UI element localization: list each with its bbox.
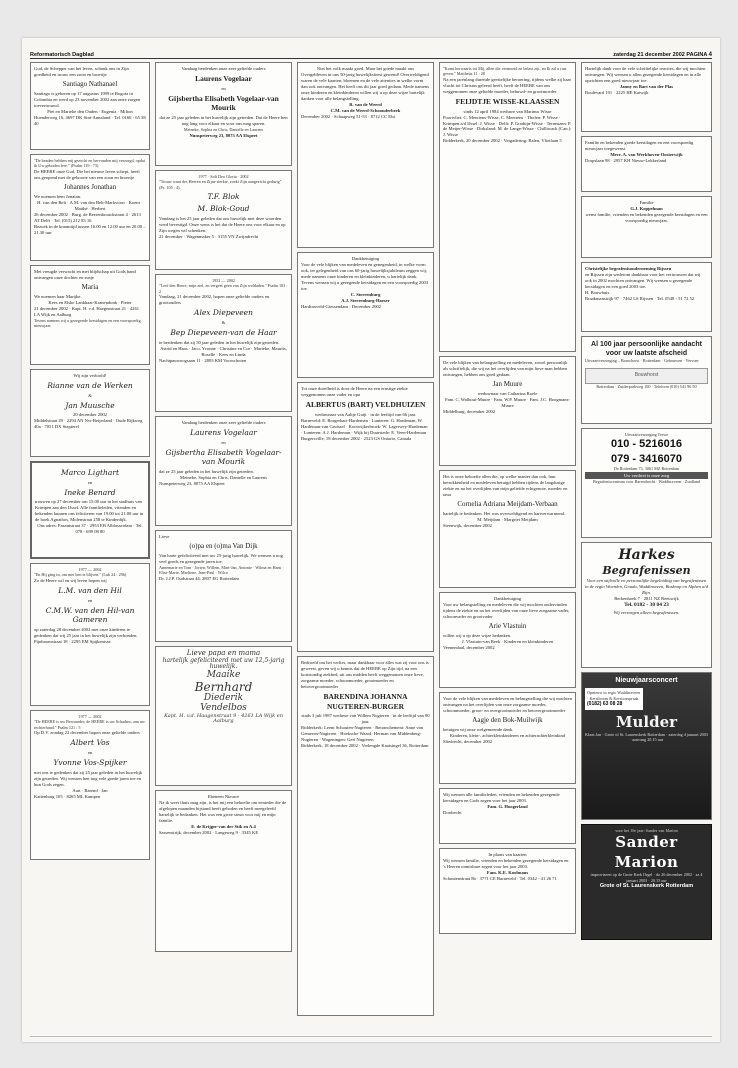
column-1 <box>30 62 150 1036</box>
ad-parents: Meineke, Sophia en Chris, Danielle en Laurens <box>183 127 264 133</box>
ad-parents: Kinderen, klein-, achterkleinkinderen en achterachterkleinkind <box>449 732 566 738</box>
ad-name: Mulder <box>615 712 678 731</box>
ad-intro: Tot onze droefheid is door de Heere na een ernstige ziekte weggenomen onze vader en opa <box>301 386 408 397</box>
greeting-ad-koolmans <box>439 848 576 934</box>
ad-title: Dankbetuiging <box>351 256 380 261</box>
ad-intro: Lieve <box>159 534 170 539</box>
ad-details: improviseert op de Grote Kerk Orgel · do 26 december 2002 · za 4 januari 2003 · 20.15 uur <box>590 872 703 883</box>
ad-name: Johannes Jonathan <box>63 182 117 191</box>
page-footer-rule <box>30 1036 712 1040</box>
hw-name-1: Maaike <box>206 669 241 680</box>
ad-name2: Jan Muusche <box>65 400 115 410</box>
ad-name2: Bep Diepeveen-van de Haar <box>170 328 277 338</box>
ad-intro: Niet het volk maakt goed, Maar het goede maakt ons <box>316 66 415 71</box>
anniversary-ad-diepeveen <box>155 274 292 412</box>
ad-name: Arie Vlastuin <box>488 621 527 630</box>
ad-name2: M. Blok-Goud <box>197 204 250 214</box>
ad-details: weduwnaar van Catharina Roele <box>477 391 538 396</box>
ad-title: In plaats van kaarten <box>488 852 527 857</box>
ad-intro: Wij zijn verloofd! <box>73 373 107 378</box>
ad-title: voor het 10e jaar: Sander van Marion <box>615 828 678 833</box>
ad-name: C. Sterrenburg <box>350 291 381 297</box>
thanks-ad-vlastuin <box>439 592 576 688</box>
ad-name: Laurens Vogelaar <box>190 427 257 437</box>
ad-address: Sassenstrijk, december 2002 · Langeweg 9 · 3345 KE <box>159 829 259 835</box>
ad-details: Wij wensen familie, vrienden en bekenden gezegende kerstdagen en 's Heeren onmisbare zegen voor het jaar 2003. <box>443 857 569 869</box>
ad-name: Maria <box>81 282 99 291</box>
ad-extra: Tevens namens wij u gezegende kerstdagen en een voorspoedig nieuwjaar. <box>34 317 141 329</box>
ad-parents: Piet en Marieke den Ouden · Eugenia · Milton <box>47 108 133 114</box>
ad-intro: De HEERE onze God, Die het nieuwe leven schept, heeft ons geopend met de geboorte van een zoon en broertje <box>34 168 140 180</box>
business-ad-bouwhorst <box>581 336 712 424</box>
ad-address: Dr. J.J.P. Oudstraat 44, 2807 EG Rotterdam <box>159 575 240 581</box>
ad-name: Sander <box>615 833 678 852</box>
column-2 <box>155 62 292 1036</box>
ad-intro: Vandaag herdenken onze zeer geliefde ouders <box>181 66 266 71</box>
page-number: 4 <box>708 52 712 58</box>
greeting-ad-vanderplas <box>581 62 712 132</box>
ad-slogan: Uw verdriet is onze zorg <box>585 472 708 480</box>
ad-address: Kattenburg 105 · 8265 ML Kampen <box>34 793 101 799</box>
concert-ad-mulder <box>581 672 712 820</box>
ad-address: Braakmanstrijk 97 · 7462 LS Rijssen · Tel. 0548 - 51 72 52 <box>585 295 695 301</box>
column-3 <box>297 62 434 1036</box>
paper-name: Reformatorisch Dagblad <box>30 52 94 58</box>
obituary-wisse <box>439 62 576 352</box>
ad-name: FEIJDTJE WISSE-KLAASSEN <box>455 96 560 106</box>
ad-parents: J. Vlastuin-van Beek · Kinderen en kleinkinderen <box>461 638 554 644</box>
ad-parents: M. Meijdam · Margriet Meijdam <box>477 516 538 522</box>
ad-title: Dankbetuiging <box>493 596 522 601</box>
hw-name-3: Diederik <box>203 692 244 703</box>
anniversary-ad-vogelaar-2 <box>155 416 292 526</box>
ad-verse: "Leef den Heere, mijn ziel, en vergeet geen van Zijn weldaden." Psalm 103 : 2 <box>159 283 288 294</box>
ad-parents: Astrid en Hans · Jaco, Yvonne · Christine en Cor · Marieke, Maurits, Roselle · Kees en Linda <box>160 345 287 357</box>
ad-details: en Rijssen zijn wederom dankbaar voor het vertrouwen dat wij ook in 2002 mochten ontvangen. Wij wensen u gezegende kerstdagen en een goed 2003 toe. <box>585 271 701 289</box>
ad-name: Albert Vos <box>70 738 110 748</box>
ad-details: wenst familie, vrienden en bekenden gezegende kerstdagen en een voorspoedig nieuwjaar. <box>585 211 708 223</box>
ad-amp: & <box>88 392 92 398</box>
ad-address: Dordrecht <box>443 809 462 815</box>
ad-address: Middelstraat 29 · 2294 AN Nw-Beijerland · Oude Rijkweg 40a · 7051 DX Stapterel <box>34 418 143 430</box>
ad-intro: Ebeneen Nieuwe <box>207 794 240 799</box>
ad-title: Uitvaartverzorging Terwe <box>624 432 669 437</box>
handwritten-ad <box>155 646 292 786</box>
greeting-ad-koppelman <box>581 196 712 258</box>
ad-amp: en <box>87 479 93 485</box>
anniversary-ad-vos <box>30 710 150 860</box>
anniversary-ad-vandenhil <box>30 563 150 706</box>
ad-extra: betuigen wij onze welgemeende dank. <box>443 727 514 732</box>
ad-name: Alex Diepeveen <box>194 308 253 318</box>
hw-name-2: Bernhard <box>194 679 253 694</box>
ad-title: Al 100 jaar persoonlijke aandacht voor uw laatste afscheid <box>591 341 702 358</box>
ad-verse: "Komt herwaarts tot Mij, allen die vermoeid en belast zijt, en Ik zal u rust geven." Mattheüs 11 : 28 <box>443 66 567 77</box>
ad-details: Opnieuw in regio Waddinxveen · Kerstboom & Kersttoespraak <box>587 690 641 701</box>
ad-address: Pijnboomstraat 18 · 2295 EM Spijkenisse <box>34 639 111 645</box>
ad-intro: Vandaag herdenken onze zeer geliefde ouders <box>181 420 266 425</box>
thanks-ad-denbok <box>439 692 576 784</box>
newspaper-page <box>22 38 720 1042</box>
ad-details: Voor de vele blijken van medeleven en genegenheid, in welke vorm ook, ter gelegenheid van ons 60-jarig huwelijksjubileum zeggen wij, mede namens onze kinderen en kleinkinderen, u hartelijk dank. Tevens wensen wij u gezegende kerstdagen en een voorspoedig 2003 toe. <box>301 261 429 291</box>
ad-name: (o)pa en (o)ma Van Dijk <box>189 541 258 550</box>
ad-extra: sinds 12 april 1984 weduwe van Marinus Wisse <box>463 108 552 114</box>
column-5 <box>581 62 712 1036</box>
ad-name: G.J. Koppelman <box>630 205 663 211</box>
ad-name: Cornelia Adriana Meijdam-Verbaan <box>457 499 558 508</box>
ad-details: Overgebleven in ons 50-jarig huwelijksfeest gewend! Overweldigend waren de vele kaarten, bloemen en de vele attenties in welke vorm dan ook ontvangen. Het heeft ons dit jaar goed gedaan. Mede namens onze kinderen en kleinkinderen willen wij u op deze wijze hartelijk danken voor alle belangstelling. <box>301 71 429 101</box>
ad-address: Begrafeniscentrum voor Barendrecht · Waddinxveen · Zuidland <box>592 479 701 485</box>
ad-verse: "De beaden hebben mij gezocht en hervonden mij verzorgd, opdat ik Uw geboden lere." (Psalm 119 : 73) <box>34 158 145 169</box>
ad-intro: Familie <box>639 200 654 205</box>
ad-details: trouwen op 27 december om 15.00 uur in het stadhuis van Krimpen aan den IJssel. Alle familieleden, vrienden en bekenden kunnen ons feliciteren van 19.00 tot 21.00 uur in de hoek Agnathos, Molenstraat 258 te Kinderdijk. <box>35 499 144 523</box>
ad-parents: Kees en Elske Lankhaar-Kranendonk · Pieter <box>48 300 132 305</box>
ad-address: Dorpslaan 98 · 2957 KH Nieuw-Lekkerland <box>585 157 667 163</box>
ad-address: 21 december · Wagenmaker 5 · 3155 VN Zwijndrecht <box>159 233 259 239</box>
ad-details: Uitvaartverzorging – Bouwhorst · Rotterdam · Gebouwen · Vervoer <box>585 358 699 364</box>
phone-number: (0182) 63 08 28 <box>587 701 623 707</box>
ad-amp: en <box>221 439 226 445</box>
ad-title: Nieuwjaarsconcert <box>615 677 678 684</box>
ad-intro: Op D.V. zondag 22 december hopen onze geliefde ouders <box>34 730 140 736</box>
greeting-ad-vanwerkhoven <box>581 136 712 192</box>
ad-address: Schoutenstraat 8b · 3771 CE Barneveld · Tel. 0342 - 41 26 71 <box>443 875 557 881</box>
ad-intro: Voor de vele blijken van medeleven en belangstelling die wij mochten ontvangen na het overlijden van onze zorgzame moeder, schoonmoeder, groot- en overgrootmoeder en betovergrootmoeder <box>443 696 573 713</box>
ad-details: hartelijk te bedanken. Het was overweldigend en hartverwarmend. <box>443 510 566 516</box>
ad-verse: "De HEERE is uw Bewaarder, de HEERE is uw Schaduw, aan uw rechterhand." Psalm 121 : 5 <box>34 719 145 730</box>
ad-name: ALBERTUS (BART) VELDHUIZEN <box>305 399 426 409</box>
ad-name2: C.M. van de Weerd-Schoonderbeek <box>330 107 401 113</box>
ad-address: December 2002 · Schaapweg 51-53 · 8712 CC Elst <box>301 113 396 119</box>
ad-address: Veenendaal, december 2002 <box>443 644 495 650</box>
obituary-nugteren <box>297 656 434 1016</box>
ad-details: Na een jarenlang durende geestelijke beroering, tijdens welke zij haar vlucht tot Christus geleerd heeft, heeft de HEERE van ons weggenomen onze geliefde moeder, behuwd- en grootmoeder <box>443 76 572 94</box>
ad-details: 20 december 2002 <box>73 412 107 418</box>
ad-amp: & <box>221 320 226 326</box>
ad-name: Aagje den Bok-Muilwijk <box>472 715 543 724</box>
birth-ad-santiago <box>30 62 150 150</box>
ad-address: Boulevard 101 · 2225 HE Katwijk <box>585 89 649 95</box>
ad-details: De Rotterdam 73, 3061 MZ Rotterdam <box>613 466 680 472</box>
ad-name: Janny en Bart van der Plas <box>619 83 674 89</box>
ad-details: met ons te gedenken dat zij 25 jaar geleden in het huwelijk zijn getreden. Wij wensen hen nog vele goede jaren toe en hun Gods zegen. <box>34 769 143 787</box>
ad-name2: Gijsbertha Elisabeth Vogelaar-van Mourik <box>165 447 282 467</box>
greeting-ad-hoogerland <box>439 788 576 844</box>
ad-details: Familie en bekenden goede kerstdagen en een voorspoedig nieuwjaar toegewenst. <box>585 140 694 151</box>
thanks-ad-muure <box>439 356 576 466</box>
engagement-ad <box>30 369 150 457</box>
ad-details: te herdenken dat zij 50 jaar geleden in het huwelijk zijn getreden. <box>159 339 280 345</box>
anniversary-ad-vogelaar <box>155 62 292 166</box>
ad-name: Fam. G. Hoogerland <box>487 803 528 809</box>
ad-amp: en <box>87 597 93 603</box>
ad-title: Christelijke begrafenisonderneming Rijssen <box>585 266 672 271</box>
ad-parents: H. van den Belt · A.M. van den Belt-Markvoort · Koenr · Matthé · Herbert <box>37 199 143 211</box>
thanks-ad-meijdam <box>439 470 576 588</box>
ad-name: Jan Muure <box>492 379 523 388</box>
ad-name2: A.J. Sterrenburg-Haeser <box>341 297 390 303</box>
ad-details: Voor uw belangstelling en medeleven die wij mochten ondervinden tijdens de ziekte en na het overlijden van onze lieve zorgzame vader, schoonvader en grootvader <box>443 601 570 619</box>
ad-intro: Bedroefd om het verlies, maar dankbaar voor alles wat zij voor ons is geweest, geven wij u kennis dat de HEERE op Zijn tijd, na een kortstondig ziekbed, uit ons midden heeft weggenomen onze lieve, zorgzame moeder, schoonmoeder, grootmoeder en betovergrootmoeder <box>301 660 429 689</box>
bouwhorst-logo: Bouwhorst <box>585 368 708 384</box>
ad-intro: Met vreugde verwacht en met blijdschap uit Gods hand ontvangen onze dochter en zusje <box>34 269 136 280</box>
ad-name: Fam. K.E. Koolmans <box>486 869 529 875</box>
phone-number: Tel. 0182 - 30 04 23 <box>624 602 669 609</box>
ad-details: We noemen haar Marijke. <box>34 294 82 300</box>
ad-intro: Vandaag, 21 december 2002, hopen onze geliefde ouders en grootouders <box>159 294 270 306</box>
ad-name: Laurens Vogelaar <box>195 73 252 83</box>
ad-details: op zaterdag 28 december 2002 met onze kinderen te gedenken dat wij 25 jaar in het huwelijk zijn verbonden. <box>34 627 138 639</box>
ad-address: Ons adres: Fazantstraat 37 · 2953 EB Alblasserdam · Tel. 078 - 699 08 80 <box>37 523 143 535</box>
ad-amp: en <box>221 85 226 91</box>
ad-extra: willen wij u op deze wijze bedanken. <box>443 632 512 638</box>
hw-name-4: Vendelbos <box>200 702 247 713</box>
ad-name: E. de Krijger-van der Stik en A.4 <box>191 823 256 829</box>
ad-family: Ridderkerk: Leeni Schouten-Nugteren · Retranchement: Anne van Gemeren-Nugteren · Hoeksche Waard: Herman van Middenberg-Nugteren · Wageningen: Gert Nugteren <box>301 725 423 743</box>
ad-address: Nachtpauwoogsaan 11 · 2803 KM Voorschoten <box>159 357 247 363</box>
ad-address: Hoenderweg 16, 4697 DK Sint-Annaland · Tel. 0166 - 65 38 40 <box>34 114 146 126</box>
ad-intro: Zo de Heere wil en wij leven hopen wij <box>34 577 107 583</box>
ad-extra: Bezoek in de kraamtijd tussen 16.00 en 12.00 uur en 20.00 – 21.30 uur <box>34 223 146 235</box>
ad-years: 1977 · Soli Deo Gloria · 2002 <box>198 174 249 179</box>
promo-box <box>585 688 643 709</box>
ad-details: dat ze 25 jaar geleden in het huwelijk zijn getreden. Dat de Heere hen nog lang voor elkaar en voor ons mag sparen. <box>159 115 288 127</box>
ad-address: 26 december 2002 · Burg. de Beerenbrouckstraat 4 · 2613 AT Delft · Tel. (015) 212 83 16 <box>34 211 141 223</box>
harkes-logo: Harkes <box>618 547 675 563</box>
ad-extra: Klaas Jan · Grote of St. Laurenskerk Rotterdam · zaterdag 4 januari 2003 · aanvang 20.15 uur <box>585 732 708 743</box>
ad-name: Marco Ligthart <box>61 468 119 477</box>
ad-name: R. van de Weerd <box>349 101 382 107</box>
ad-details: Vandaag is het 25 jaar geleden dat ons huwelijk met deze woorden werd bevestigd. Onze wens is het dat de Heere ons voor elkaar en op Zijn wegen wil schenken. <box>159 215 286 233</box>
ad-family: Barneveld: E. Borgerhart-Hardeman · Lunteren: G. Hardeman, W. Hardeman-van Gruissel · Kootwijkerbroek: W. Lagerwey-Hardeman · Lunteren: A.J. Hardeman · Wijk bij Duurstede: E. Veen-Hardeman <box>301 417 428 435</box>
ad-intro: God, de Schepper van het leven, schonk ons in Zijn goedheid en trouw een zoon en broertje <box>34 66 129 77</box>
concert-ad-marion <box>581 824 712 940</box>
ad-name: T.F. Blok <box>207 192 240 202</box>
ad-intro: Het is onze behoefte allen die, op welke manier dan ook, hun betrokkenheid en medeleven betuigd hebben tijdens de langdurige ziekte en na het overlijden van mijn geliefde echtgenote, moeder en oma <box>443 474 568 497</box>
ad-address: Rotterdam · Zuiderparkweg 100 · Telefoon (010) 541 96 50 <box>596 383 697 389</box>
ad-details: dat ze 25 jaar geleden in het huwelijk zijn getreden. <box>159 469 254 475</box>
ad-years: 1977 — 2002 <box>78 714 102 719</box>
phone-number-1: 010 - 5216016 <box>611 438 682 451</box>
ad-details: Wij wensen alle familieleden, vrienden en bekenden gezegende kerstdagen en Gods zegen voor het jaar 2003. <box>443 792 560 803</box>
business-ad-terwe <box>581 428 712 538</box>
ad-parents: Annemarie en Tom · Jorien, Willem, Mart-Jan, Antonie · Wilma en Hans · Elise-Marie, Marliene, Jean-Paul · Wilco <box>159 565 284 576</box>
ad-address: Grote of St. Laurenskerk Rotterdam <box>599 883 694 890</box>
ad-family: Poortvliet: C. Meertens-Wisse, C. Meertens · Tholen: P. Wisse · Krimpen a/d IJssel: J. Wisse · Delft: P. Gradtijn-Wisse · Terneuzen: P. de Meijer-Wisse · Dirksland: M. de Lange-Wisse · Chilliwack (Can.): J. Wisse <box>443 114 572 138</box>
ad-details: sinds 3 juli 1987 weduwe van Willem Nugteren · in de leeftijd van 90 jaar. <box>301 713 430 725</box>
harkes-subtitle: Begrafenissen <box>602 564 691 578</box>
ad-name2: Marion <box>614 852 679 871</box>
business-ad-bouwhuis <box>581 262 712 332</box>
phone-number-2: 079 - 3416070 <box>611 452 682 465</box>
column-4 <box>439 62 576 1036</box>
ad-name2: C.M.W. van den Hil-van Gameren <box>45 605 135 625</box>
thanks-ad-dekrijger <box>155 790 292 952</box>
ad-address: Burgersville, 18 december 2002 · 2523 GS Ontario, Canada <box>301 435 412 441</box>
thanks-ad-vandeweerd <box>297 62 434 248</box>
ad-address: Ridderkerk, 18 december 2002 · Verlengde Kaatsingel 36, Rotterdam <box>301 743 429 749</box>
ad-name: Mevr. A. van Werkhoven-Oosterwijk <box>610 151 683 157</box>
ad-address: 21 december 2002 · Kapt. H. v.d. Haegenstraat 21 · 4261 LA Wijk en Aalburg <box>34 305 140 317</box>
ad-address: Ridderkerk, 20 december 2002 · Vergadering: Balen, Vlietlaan 5 <box>443 138 562 144</box>
business-ad-harkes <box>581 542 712 668</box>
wedding-ad-ligthart <box>30 461 150 559</box>
ad-parents: Meineke, Sophia en Chris, Danielle en Laurens <box>179 475 267 481</box>
ad-name2: Yvonne Vos-Spijker <box>53 758 127 768</box>
ad-address: Berkenhoek 7 · 2811 NZ Reeuwijk <box>614 596 679 602</box>
ad-details: Van harte gefeliciteerd met uw 25-jarig huwelijk. We wensen u nog veel goeds en gezegende jaren toe. <box>159 553 283 565</box>
ad-address: Steenwijk, december 2002 <box>443 522 492 528</box>
ad-amp: en <box>87 750 93 756</box>
ad-verse: "Trouw want des Heeren en Zijne sterkte, zoekt Zijn aangezicht gedurig" (Ps. 105 : 4) <box>159 179 282 190</box>
anniversary-ad-blok <box>155 170 292 270</box>
ad-name: L.M. van den Hil <box>58 585 122 595</box>
ad-name2: Ineke Benard <box>64 487 116 497</box>
birth-ad-johannes <box>30 154 150 261</box>
ad-address: Nunspeterweg 23, 8075 AA Elspeet <box>159 481 225 487</box>
ad-extra: Wij verzorgen alleen begrafenissen. <box>613 609 680 615</box>
ad-details: We noemen hem Jonatan. <box>34 193 82 199</box>
ad-name: BARENDINA JOHANNA NUGTEREN-BURGER <box>323 691 408 711</box>
ad-name: Santiago Nathanael <box>62 79 118 88</box>
ad-details: Voor een stijlvolle en persoonlijke begeleiding van begrafenissen in de regio Woerden, Gouda, Waddinxveen, Boskoop en Alphen a/d Rijn. <box>585 578 708 596</box>
ad-parents: Fam. C. Walhout-Muure · Fam. W.P. Muure · Fam. J.C. Hoogmans-Muure <box>445 396 570 408</box>
birth-ad-maria <box>30 265 150 365</box>
ad-name2: Gijsbertha Elisabeth Vogelaar-van Mourik <box>168 93 279 113</box>
obituary-veldhuizen <box>297 382 434 652</box>
ad-years: 1977 — 2002 <box>78 567 102 572</box>
thanks-ad-sterrenburg <box>297 252 434 378</box>
ad-address: Middelburg, december 2002 <box>443 408 496 414</box>
ad-parents: Aart · Barend · Jan <box>72 787 108 793</box>
ad-details: Hartelijk dank voor de vele schriftelijke reacties, die wij mochten ontvangen. Wij wensen u allen gezegende kerstdagen en in alle opzichten een goed nieuwjaar toe. <box>585 66 706 83</box>
congrats-ad-vandijk <box>155 530 292 642</box>
ad-address: Sliedrecht, december 2002 <box>443 738 493 744</box>
ad-verse: "En Hij ging in, om met hen te blijven." (Luk 24 : 29b) <box>34 572 127 578</box>
ad-details: Na ik weer thuis mag zijn, is het mij een behoefte om eenieder die de afgelopen maanden bijstand heeft geboden en heeft meegeleefd hartelijk te bedanken. Het was een grote steun voor mij en mijn familie. <box>159 799 287 823</box>
ad-address: Nunspeterweg 23, 8075 AA Elspeet <box>189 132 258 138</box>
hw-greeting: Lieve papa en mama <box>186 649 261 657</box>
ad-name: Rianne van de Werken <box>47 380 133 390</box>
page-header <box>30 46 712 59</box>
ad-name: H. Bouwhuis <box>585 289 610 295</box>
ad-details: Santiago is geboren op 17 augustus 1999 te Bogota in Colombia en werd op 23 november 2002 aan onze zorgen toevertrouwd. <box>34 91 141 108</box>
page-date: zaterdag 21 december 2002 PAGINA 4 <box>613 52 712 58</box>
ad-details: weduwnaar van Aaltje Guijt · in de leeftijd van 66 jaar. <box>314 411 417 417</box>
ad-address: Hardinxveld-Giessendam · December 2002 <box>301 303 381 309</box>
ad-years: 1952 — 2002 <box>211 278 236 283</box>
hw-message: hartelijk gefeliciteerd met uw 12,5-jarig huwelijk. <box>162 656 285 671</box>
ad-intro: De vele blijken van belangstelling en medeleven, zowel persoonlijk als schriftelijk, die wij na het overlijden van mijn lieve man hebben ontvangen, hebben ons goed gedaan. <box>443 360 568 377</box>
hw-address: Kapt. H. v.d. Haagenstraat 9 · 4261 LA Wijk en Aalburg <box>164 712 283 725</box>
